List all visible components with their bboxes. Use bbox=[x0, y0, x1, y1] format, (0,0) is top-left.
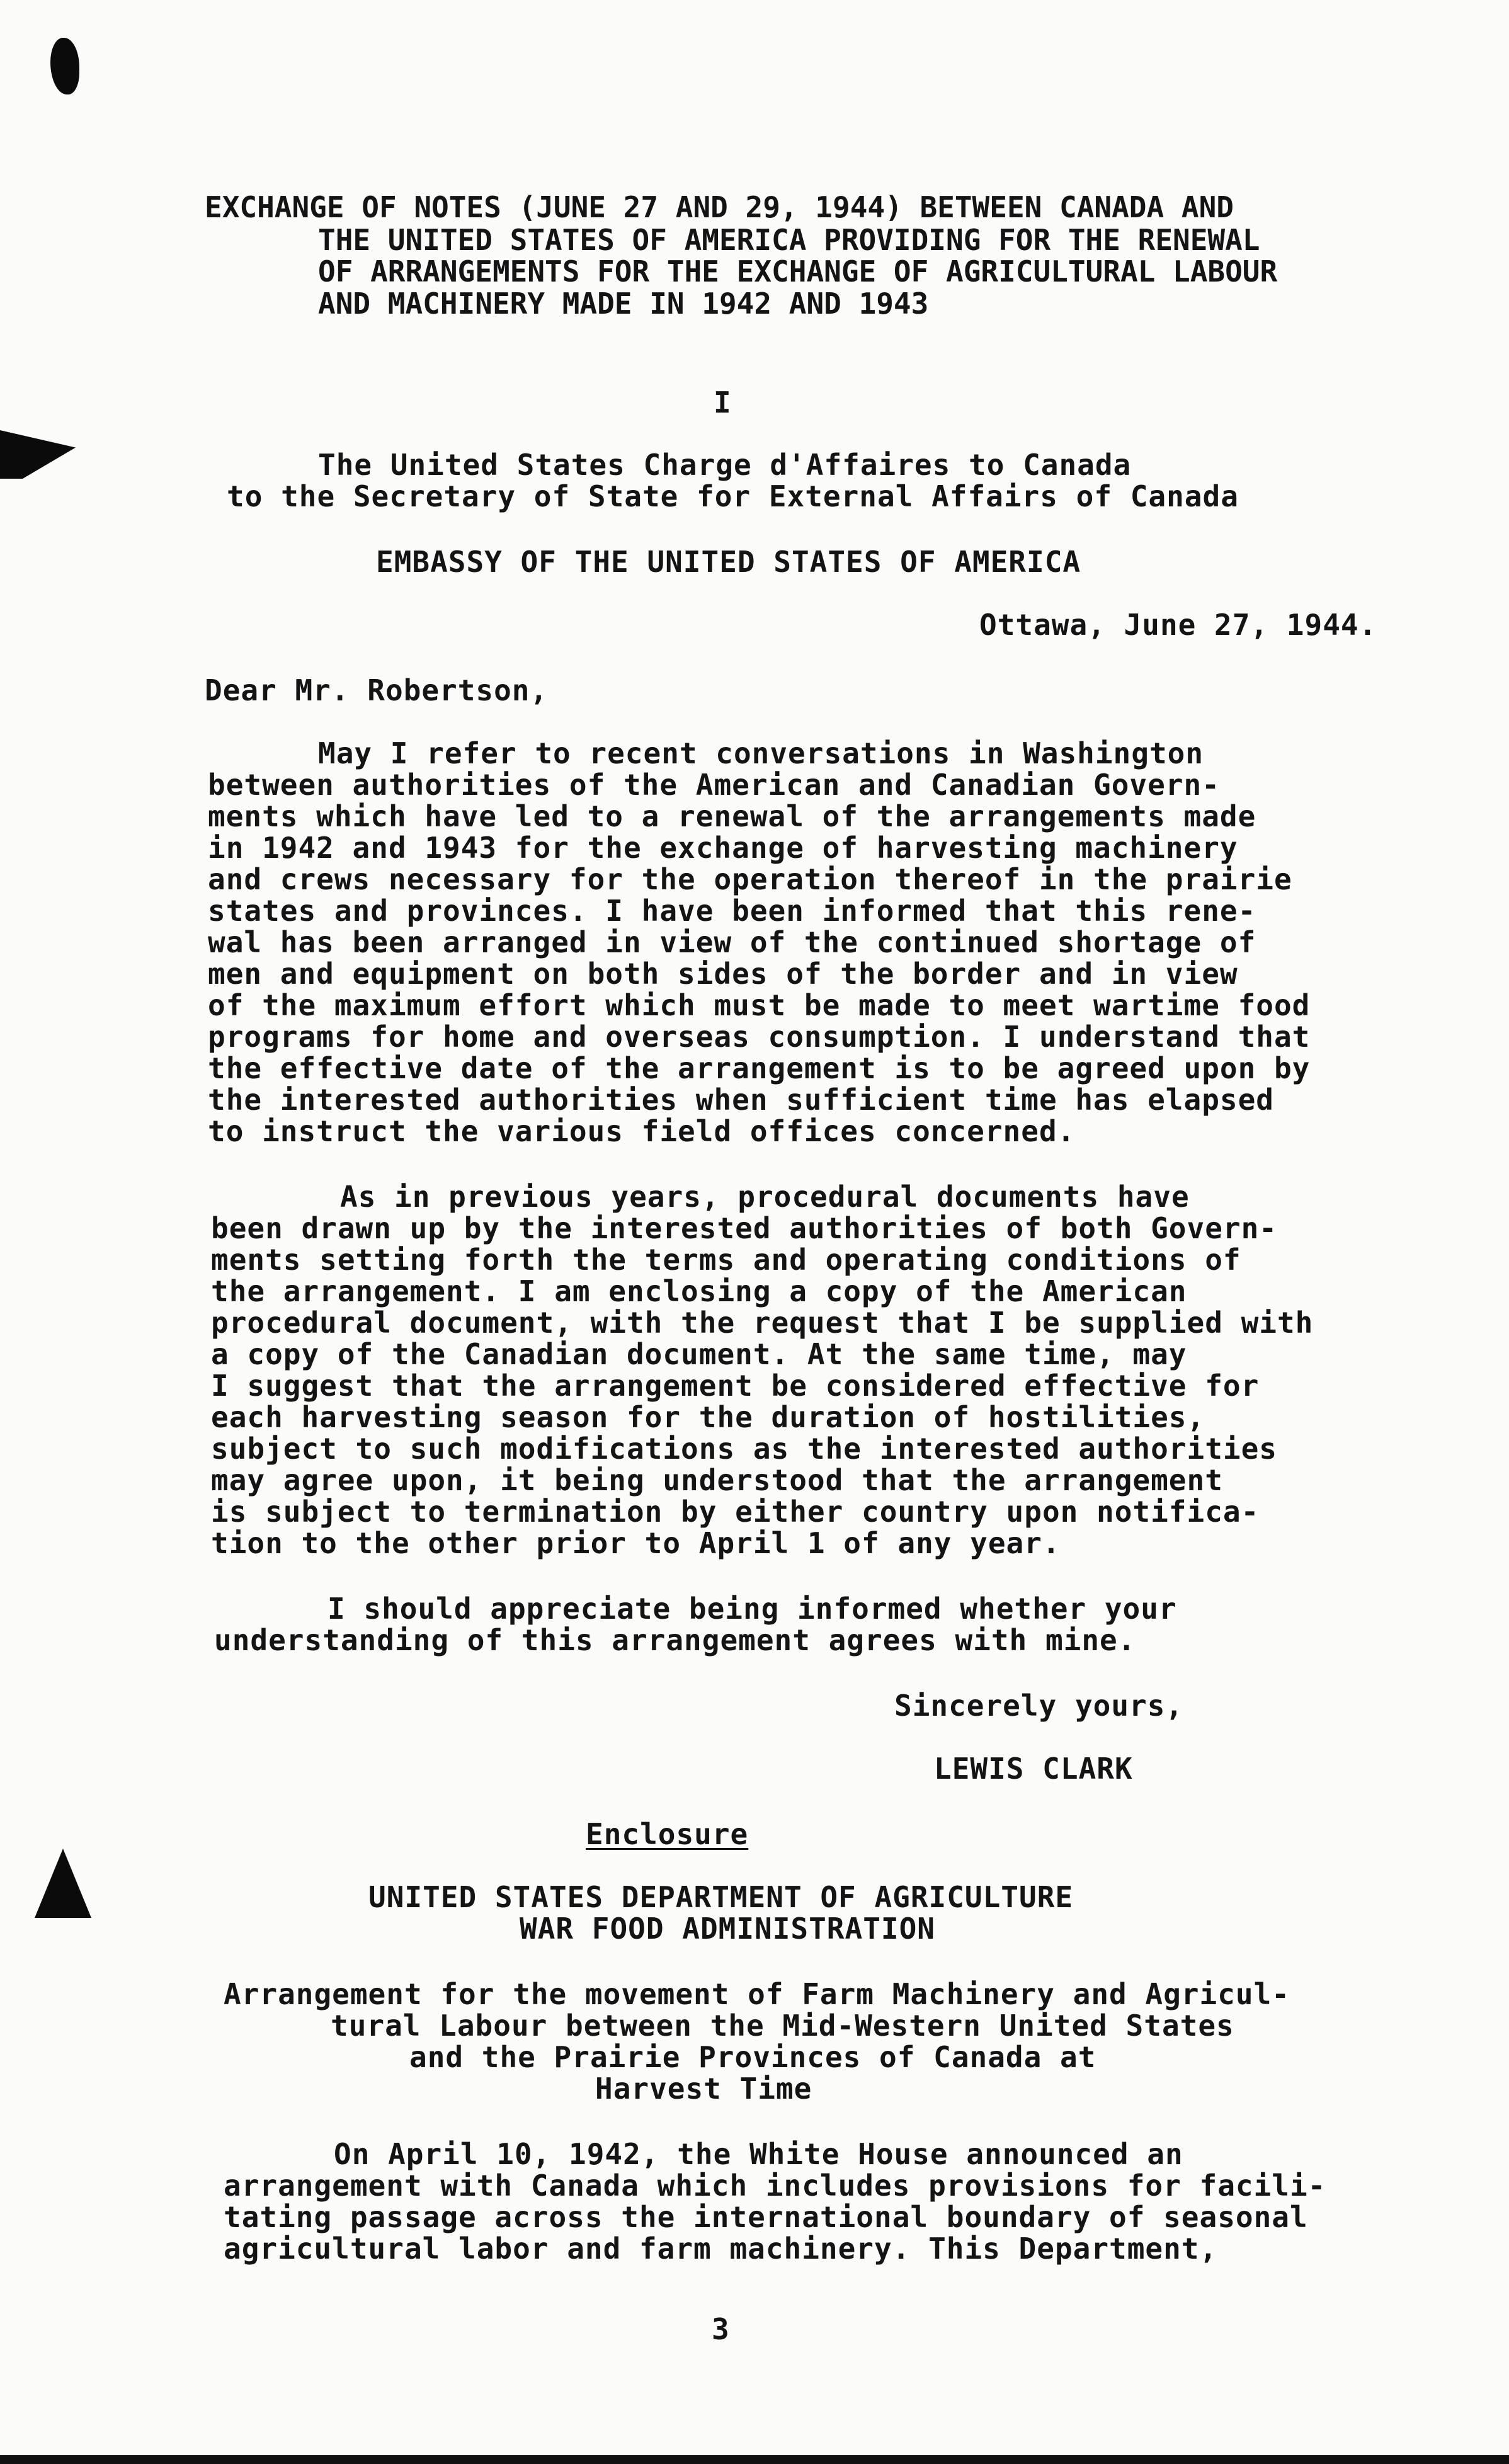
paragraph-line: subject to such modifications as the interested authorities bbox=[211, 1432, 1277, 1466]
binding-mark-lower bbox=[35, 1849, 91, 1918]
scan-edge bbox=[0, 2455, 1509, 2464]
subject-line-3: and the Prairie Provinces of Canada at bbox=[409, 2040, 1096, 2074]
place-date: Ottawa, June 27, 1944. bbox=[979, 608, 1377, 642]
paragraph-line: agricultural labor and farm machinery. This Department, bbox=[224, 2232, 1218, 2266]
paragraph-line: As in previous years, procedural documents have bbox=[340, 1180, 1190, 1214]
paragraph-line: and crews necessary for the operation thereof in the prairie bbox=[208, 862, 1292, 896]
section-number: I bbox=[714, 385, 732, 419]
embassy-heading: EMBASSY OF THE UNITED STATES OF AMERICA bbox=[376, 545, 1081, 579]
document-title-line-4: AND MACHINERY MADE IN 1942 AND 1943 bbox=[318, 287, 929, 321]
paragraph-line: May I refer to recent conversations in Washington bbox=[318, 736, 1204, 770]
paragraph-line: may agree upon, it being understood that the arrangement bbox=[211, 1463, 1223, 1497]
paragraph-line: of the maximum effort which must be made to meet wartime food bbox=[208, 988, 1311, 1022]
paragraph-line: the interested authorities when sufficient time has elapsed bbox=[208, 1083, 1274, 1117]
paragraph-line: programs for home and overseas consumption. I understand that bbox=[208, 1020, 1311, 1054]
paragraph-line: a copy of the Canadian document. At the same time, may bbox=[211, 1337, 1187, 1371]
paragraph-line: the arrangement. I am enclosing a copy of the American bbox=[211, 1274, 1187, 1308]
paragraph-line: understanding of this arrangement agrees with mine. bbox=[214, 1623, 1136, 1657]
enclosure-heading: Enclosure bbox=[586, 1817, 749, 1851]
paragraph-line: each harvesting season for the duration of hostilities, bbox=[211, 1400, 1205, 1434]
addressee-line-2: to the Secretary of State for External Affairs of Canada bbox=[227, 479, 1239, 513]
subject-line-2: tural Labour between the Mid-Western United States bbox=[331, 2009, 1234, 2043]
addressee-line-1: The United States Charge d'Affaires to Canada bbox=[318, 448, 1132, 482]
paragraph-line: men and equipment on both sides of the border and in view bbox=[208, 957, 1238, 991]
department-line-1: UNITED STATES DEPARTMENT OF AGRICULTURE bbox=[368, 1880, 1074, 1914]
subject-line-4: Harvest Time bbox=[595, 2072, 812, 2106]
paragraph-line: arrangement with Canada which includes provisions for facili- bbox=[224, 2169, 1326, 2203]
paragraph-line: ments setting forth the terms and operating conditions of bbox=[211, 1243, 1241, 1277]
paragraph-line: tating passage across the international boundary of seasonal bbox=[224, 2200, 1308, 2234]
salutation: Dear Mr. Robertson, bbox=[205, 673, 549, 707]
document-title-line-1: EXCHANGE OF NOTES (JUNE 27 AND 29, 1944) BETWEEN CANADA AND bbox=[205, 190, 1234, 224]
closing: Sincerely yours, bbox=[894, 1689, 1184, 1723]
paragraph-line: states and provinces. I have been informed that this rene- bbox=[208, 894, 1256, 928]
paragraph-line: procedural document, with the request that I be supplied with bbox=[211, 1306, 1314, 1340]
paragraph-line: is subject to termination by either country upon notifica- bbox=[211, 1495, 1260, 1529]
paragraph-line: been drawn up by the interested authorities of both Govern- bbox=[211, 1211, 1277, 1245]
signature: LEWIS CLARK bbox=[934, 1752, 1133, 1786]
subject-line-1: Arrangement for the movement of Farm Machinery and Agricul- bbox=[224, 1977, 1290, 2011]
paragraph-line: between authorities of the American and Canadian Govern- bbox=[208, 768, 1220, 802]
paragraph-line: I should appreciate being informed whether your bbox=[327, 1592, 1177, 1626]
page-number: 3 bbox=[712, 2312, 730, 2346]
binding-mark-top bbox=[50, 38, 79, 94]
binding-mark-middle bbox=[0, 409, 76, 479]
paragraph-line: I suggest that the arrangement be considered effective for bbox=[211, 1369, 1260, 1403]
paragraph-line: in 1942 and 1943 for the exchange of harvesting machinery bbox=[208, 831, 1238, 865]
paragraph-line: to instruct the various field offices concerned. bbox=[208, 1114, 1076, 1148]
paragraph-line: tion to the other prior to April 1 of any year. bbox=[211, 1526, 1061, 1560]
document-title-line-2: THE UNITED STATES OF AMERICA PROVIDING FOR THE RENEWAL bbox=[318, 223, 1260, 257]
paragraph-line: ments which have led to a renewal of the arrangements made bbox=[208, 799, 1256, 833]
paragraph-line: On April 10, 1942, the White House announced an bbox=[334, 2137, 1183, 2171]
paragraph-line: wal has been arranged in view of the continued shortage of bbox=[208, 925, 1256, 959]
paragraph-line: the effective date of the arrangement is to be agreed upon by bbox=[208, 1051, 1311, 1085]
document-title-line-3: OF ARRANGEMENTS FOR THE EXCHANGE OF AGRICULTURAL LABOUR bbox=[318, 254, 1278, 288]
department-line-2: WAR FOOD ADMINISTRATION bbox=[520, 1912, 935, 1946]
